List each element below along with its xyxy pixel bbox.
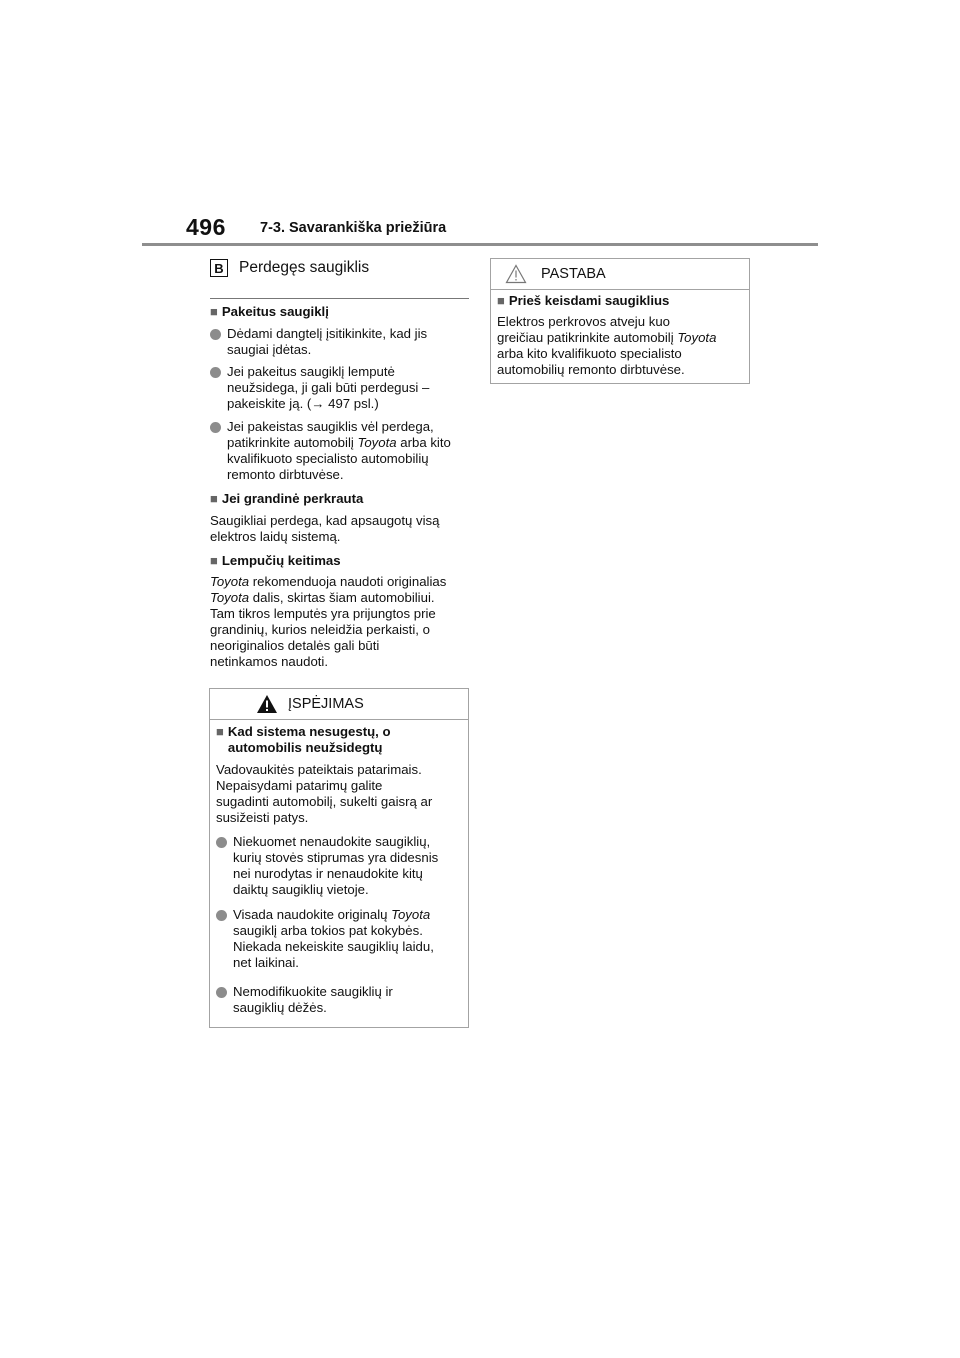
bullet-line: kurių stovės stiprumas yra didesnis [233,850,439,865]
list-item [216,907,460,971]
square-bullet-icon: ■ [210,553,218,568]
text-run: dalis, skirtas šiam automobiliui. [249,590,435,605]
bullet-line: Niekada nekeiskite saugiklių laidu, [233,939,434,954]
list-item [216,834,460,898]
text-run: Visada naudokite originalų [233,907,392,922]
text-run: patikrinkite automobilį [227,435,358,450]
bullet-line: pakeiskite ją. (→ 497 psl.) [227,396,379,411]
list-item [210,419,472,483]
notice-title: PASTABA [541,266,606,282]
bullet-line: saugiklių dėžės. [233,1000,327,1015]
paragraph-line [210,574,472,590]
subheading-after-replace [210,304,472,320]
subheading-overload [210,491,472,507]
paragraph-line: automobilių remonto dirbtuvėse. [497,362,685,377]
paragraph-line: elektros laidų sistemą. [210,529,341,544]
brand-text: Toyota [210,574,250,589]
bullet-line: neužsidega, ji gali būti perdegusi – [227,380,430,395]
bullet-line: remonto dirbtuvėse. [227,467,344,482]
square-bullet-icon: ■ [497,293,505,308]
paragraph-line: Tam tikros lemputės yra prijungtos prie [210,606,436,621]
warning-intro [216,762,460,826]
paragraph-line: arba kito kvalifikuoto specialisto [497,346,682,361]
paragraph-line: sugadinti automobilį, sukelti gaisrą ar [216,794,433,809]
brand-text: Toyota [357,435,397,450]
bullet-line: net laikinai. [233,955,299,970]
paragraph-line: neoriginalios detalės gali būti [210,638,380,653]
subheading-text: Pakeitus saugiklį [221,304,329,319]
paragraph-bulbs [210,574,472,670]
text-run: greičiau patikrinkite automobilį [497,330,678,345]
brand-text: Toyota [677,330,717,345]
bullet-line: saugiai įdėtas. [227,342,312,357]
square-bullet-icon: ■ [216,724,224,739]
heading-rule [210,298,469,299]
bullet-line: nei nurodytas ir nenaudokite kitų [233,866,423,881]
bullet-line: Jei pakeitus saugiklį lemputė [227,364,395,379]
brand-text: Toyota [391,907,431,922]
section-heading-text: Perdegęs saugiklis [239,259,370,276]
warning-box-header [210,689,468,720]
bullet-icon [210,367,221,378]
section-heading [210,258,369,278]
subheading-line: Kad sistema nesugestų, o [227,724,391,739]
square-bullet-icon: ■ [210,304,218,319]
notice-triangle-icon [505,264,527,284]
paragraph-line [497,330,741,346]
brand-text: Toyota [210,590,250,605]
warning-subheading [216,724,460,756]
header-rule [142,243,818,246]
list-item [210,364,472,412]
list-item [210,326,472,358]
paragraph-line: grandinių, kurios neleidžia perkaisti, o [210,622,430,637]
notice-box-header [491,259,749,290]
paragraph-overload [210,513,472,545]
warning-triangle-icon [256,694,278,714]
list-item [216,984,460,1016]
bullet-icon [216,987,227,998]
bullet-line: daiktų saugiklių vietoje. [233,882,369,897]
warning-box [209,688,469,1028]
bullet-line: saugiklį arba tokios pat kokybės. [233,923,423,938]
notice-subheading [497,293,741,309]
bullet-line: Niekuomet nenaudokite saugiklių, [233,834,431,849]
square-bullet-icon: ■ [210,491,218,506]
paragraph-line: netinkamos naudoti. [210,654,329,669]
page-number: 496 [186,214,226,240]
bullet-icon [210,329,221,340]
text-run: arba kito [396,435,451,450]
bullet-line: kvalifikuoto specialisto automobilių [227,451,429,466]
warning-title: ĮSPĖJIMAS [288,696,364,712]
notice-box [490,258,750,384]
subheading-bulbs [210,553,472,569]
bullet-line [233,907,434,923]
subheading-text: Jei grandinė perkrauta [221,491,364,506]
bullet-line: Nemodifikuokite saugiklių ir [233,984,393,999]
paragraph-line: Vadovaukitės pateiktais patarimais. [216,762,422,777]
bullet-line: Jei pakeistas saugiklis vėl perdega, [227,419,434,434]
paragraph-line: susižeisti patys. [216,810,309,825]
subheading-text: Prieš keisdami saugiklius [508,293,670,308]
bullet-line [227,435,451,451]
subheading-line: automobilis neužsidegtų [227,740,383,755]
paragraph-line [210,590,472,606]
paragraph-line: Nepaisydami patarimų galite [216,778,383,793]
bullet-icon [216,837,227,848]
notice-paragraph [497,314,741,378]
section-marker: B [210,259,228,277]
bullet-line: Dėdami dangtelį įsitikinkite, kad jis [227,326,428,341]
section-title: 7-3. Savarankiška priežiūra [260,220,447,236]
text-run: rekomenduoja naudoti originalias [249,574,447,589]
paragraph-line: Saugikliai perdega, kad apsaugotų visą [210,513,440,528]
bullet-icon [210,422,221,433]
bullet-icon [216,910,227,921]
subheading-text: Lempučių keitimas [221,553,341,568]
paragraph-line: Elektros perkrovos atveju kuo [497,314,670,329]
